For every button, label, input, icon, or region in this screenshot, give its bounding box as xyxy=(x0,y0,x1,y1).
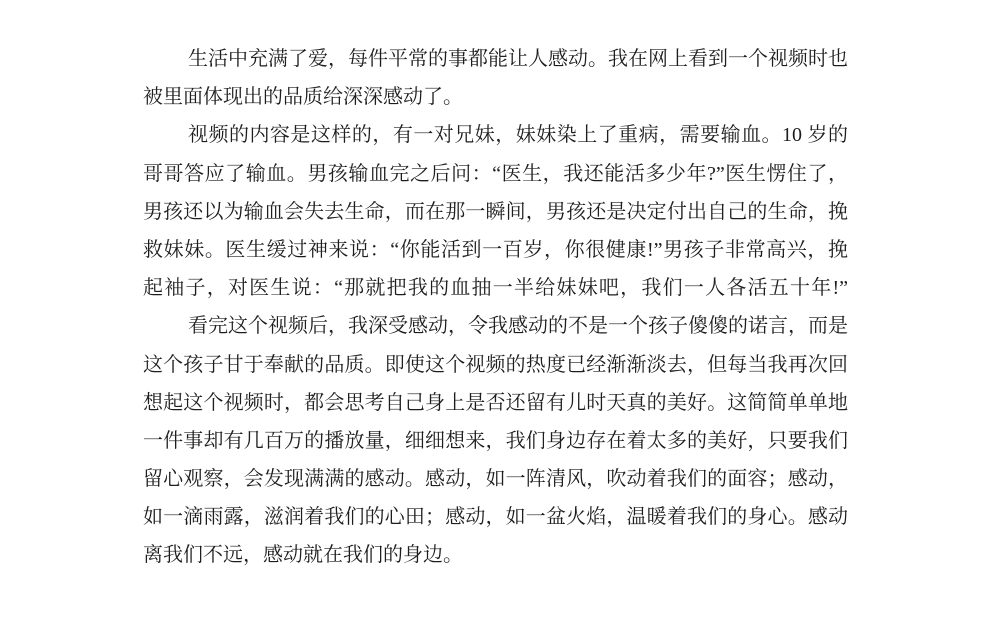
paragraph-3-line-5: 留心观察，会发现满满的感动。感动，如一阵清风，吹动着我们的面容；感动， xyxy=(143,468,848,491)
paragraph-2-line-4: 救妹妹。医生缓过神来说：“你能活到一百岁，你很健康!”男孩子非常高兴，挽 xyxy=(143,238,848,261)
paragraph-2-line-2: 哥哥答应了输血。男孩输血完之后问：“医生，我还能活多少年?”医生愣住了， xyxy=(143,162,848,185)
paragraph-2-line-5: 起袖子，对医生说：“那就把我的血抽一半给妹妹吧，我们一人各活五十年!” xyxy=(143,277,848,300)
essay-document xyxy=(143,40,848,575)
paragraph-3-line-3: 想起这个视频时，都会思考自己身上是否还留有儿时天真的美好。这简简单单地 xyxy=(143,391,848,414)
paragraph-2-line-1: 视频的内容是这样的，有一对兄妹，妹妹染上了重病，需要输血。10 岁的 xyxy=(188,124,848,147)
paragraph-1-line-2: 被里面体现出的品质给深深感动了。 xyxy=(143,86,463,109)
paragraph-3-line-6: 如一滴雨露，滋润着我们的心田；感动，如一盆火焰，温暖着我们的身心。感动 xyxy=(143,506,848,529)
paragraph-1-line-1: 生活中充满了爱，每件平常的事都能让人感动。我在网上看到一个视频时也 xyxy=(188,48,848,70)
paragraph-3-line-7: 离我们不远，感动就在我们的身边。 xyxy=(143,544,463,567)
paragraph-3-line-1: 看完这个视频后，我深受感动，令我感动的不是一个孩子傻傻的诺言，而是 xyxy=(188,315,848,338)
paragraph-3-line-2: 这个孩子甘于奉献的品质。即使这个视频的热度已经渐渐淡去，但每当我再次回 xyxy=(143,353,848,376)
paragraph-3-line-4: 一件事却有几百万的播放量，细细想来，我们身边存在着太多的美好，只要我们 xyxy=(143,429,848,452)
paragraph-2-line-3: 男孩还以为输血会失去生命，而在那一瞬间，男孩还是决定付出自己的生命，挽 xyxy=(143,200,848,223)
